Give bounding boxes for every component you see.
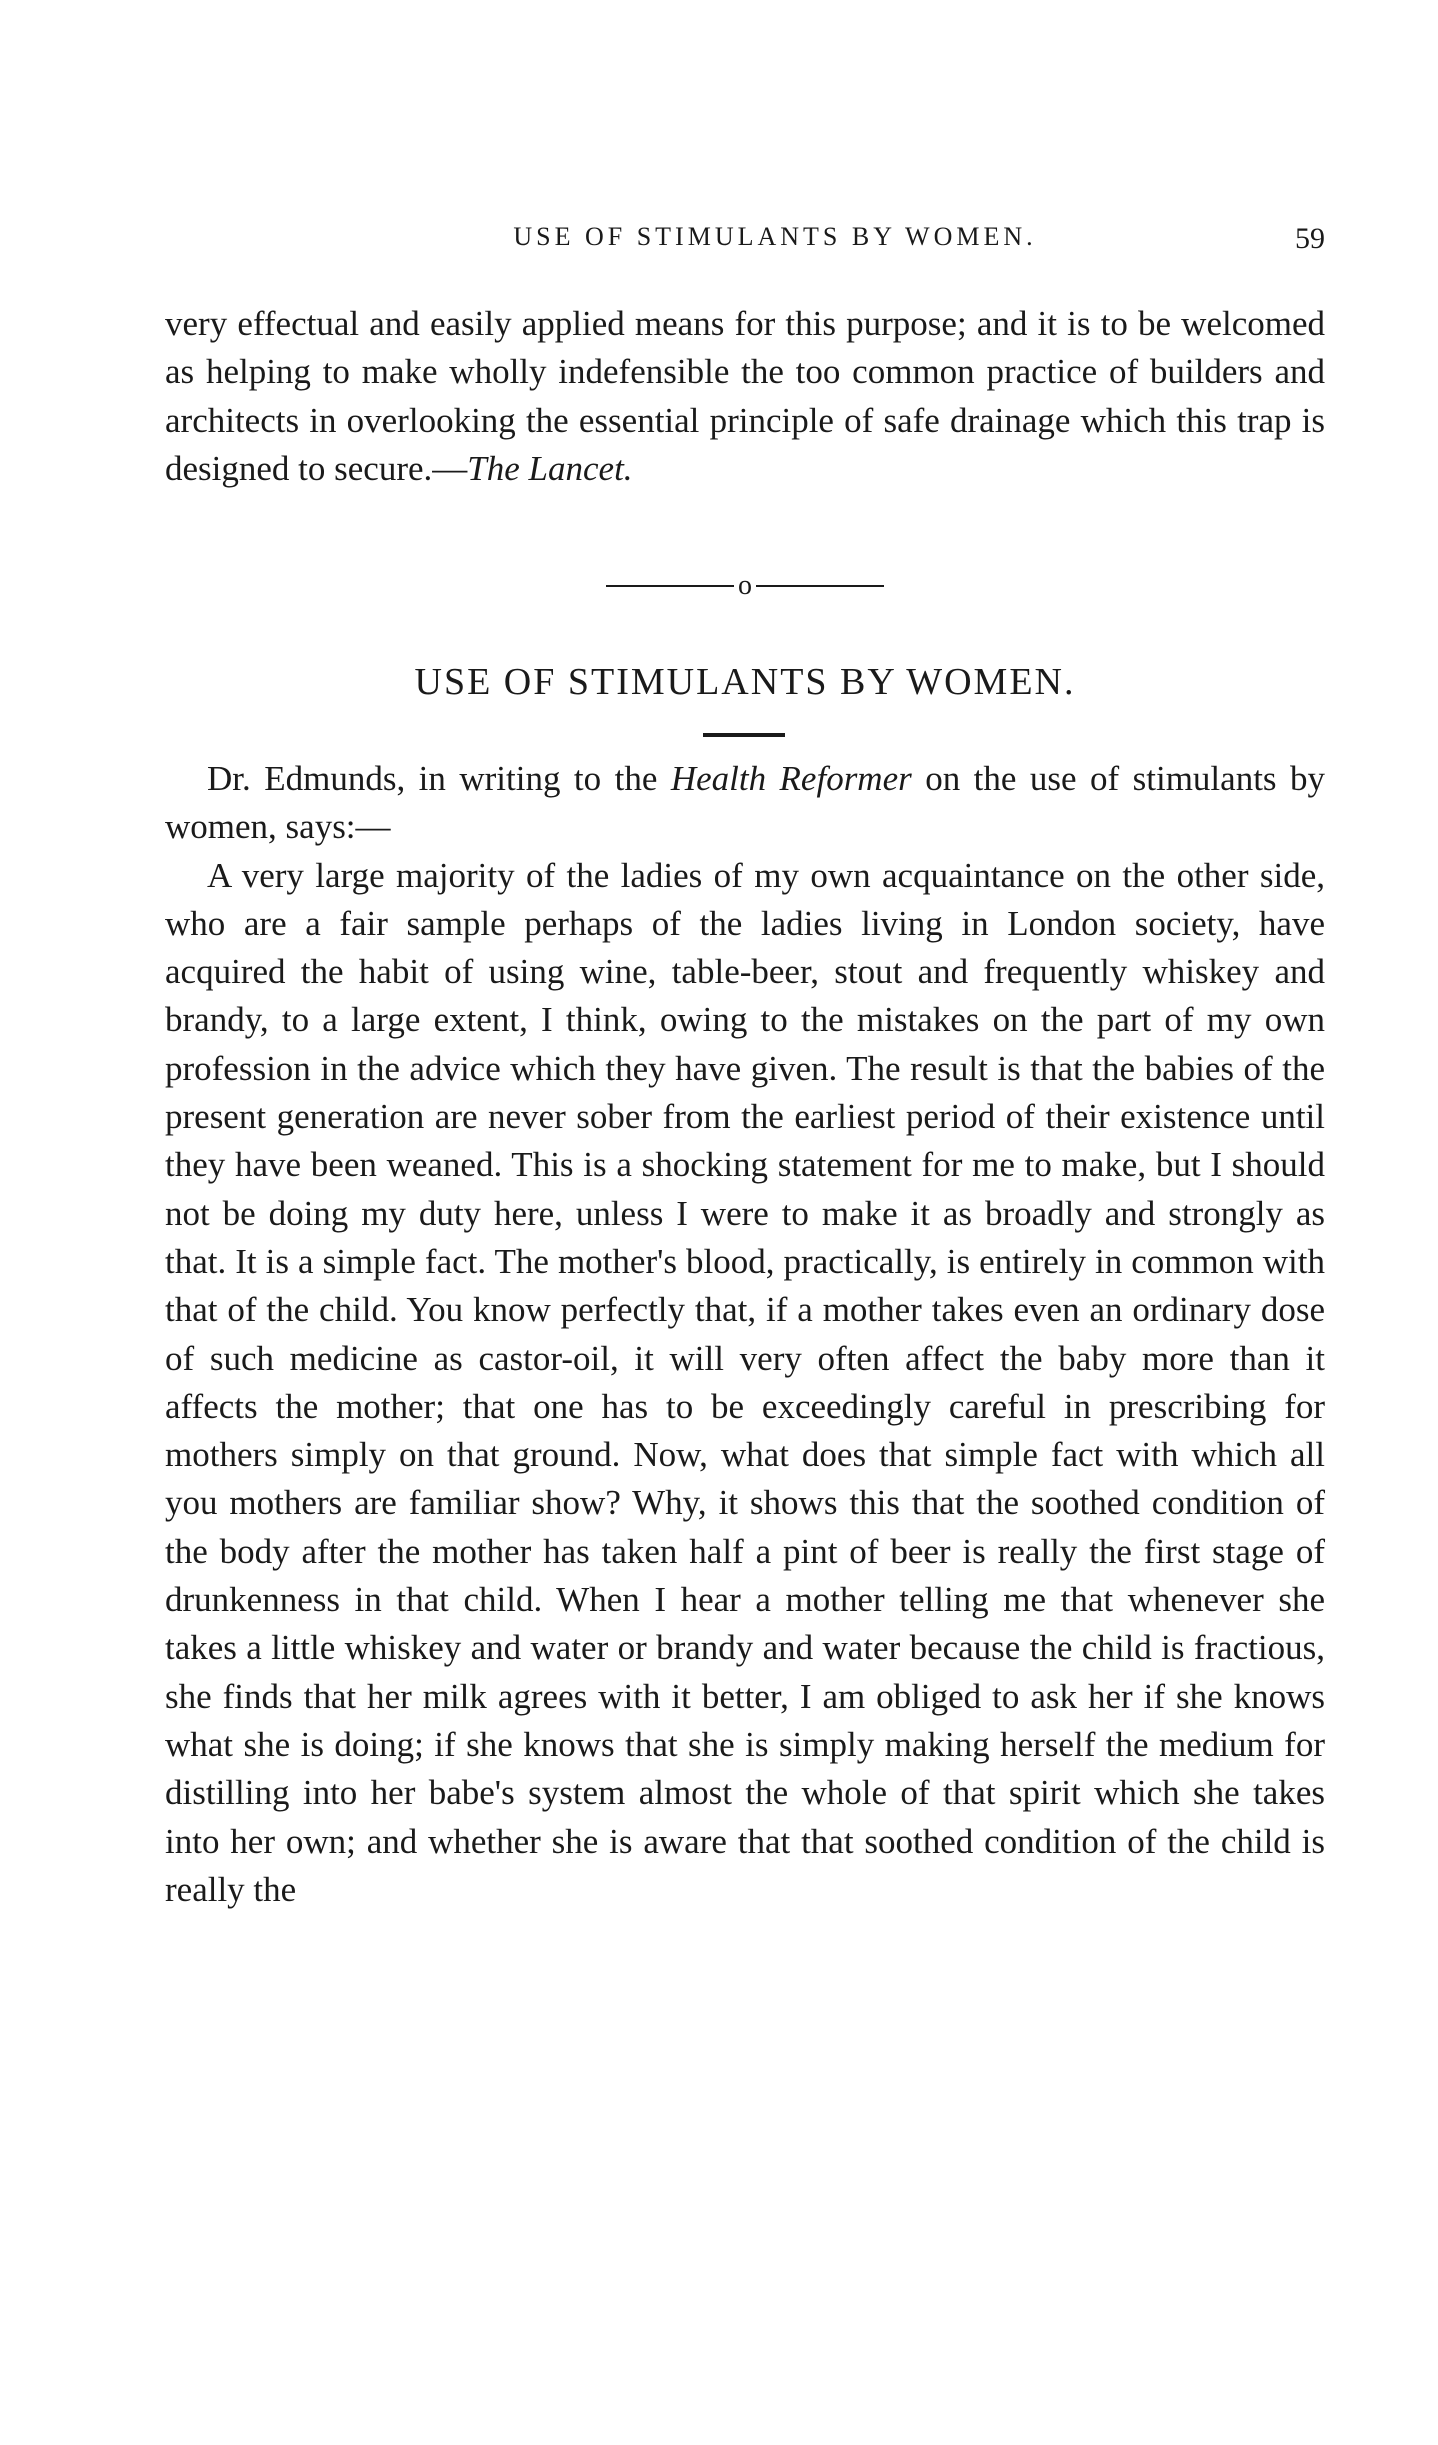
article-title: USE OF STIMULANTS BY WOMEN. [414, 661, 1076, 703]
section-divider-ornament [165, 568, 1325, 602]
intro-paragraph [165, 755, 1325, 852]
page-number: 59 [1295, 222, 1325, 255]
divider-circle: o [738, 569, 752, 601]
intro-text-after: on the use of stimulants by women, says:— [165, 759, 1325, 847]
intro-text-before: Dr. Edmunds, in writing to the [207, 759, 671, 798]
title-underline-rule [703, 733, 785, 737]
running-head [165, 222, 1325, 262]
source-citation: The Lancet. [467, 448, 633, 488]
running-title: USE OF STIMULANTS BY WOMEN. [513, 222, 1037, 251]
continuation-text: very effectual and easily applied means for this purpose; and it is to be welcomed as helping to make wholly indefensible the too common practice of builders and architects in overlooking the essential principle of safe drainage which this trap is designed to secure.— [165, 304, 1325, 488]
journal-name: Health Reformer [670, 759, 912, 798]
continuation-paragraph [165, 300, 1325, 493]
body-paragraph: A very large majority of the ladies of my own acquaintance on the other side, who are a fair sample perhaps of the ladies living in London society, have acquired the habit of using wine, table-beer, stout and frequently whiskey and brandy, to a large extent, I think, owing to the mistakes on the part of my own profession in the advice which they have given. The result is that the babies of the present generation are never sober from the earliest period of their existence until they have been weaned. This is a shocking statement for me to make, but I should not be doing my duty here, unless I were to make it as broadly and strongly as that. It is a simple fact. The mother's blood, practically, is entirely in common with that of the child. You know perfectly that, if a mother takes even an ordinary dose of such medicine as castor-oil, it will very often affect the baby more than it affects the mother; that one has to be exceedingly careful in prescribing for mothers simply on that ground. Now, what does that simple fact with which all you mothers are familiar show? Why, it shows this that the soothed condition of the body after the mother has taken half a pint of beer is really the first stage of drunkenness in that child. When I hear a mother telling me that whenever she takes a little whiskey and water or brandy and water because the child is fractious, she finds that her milk agrees with it better, I am obliged to ask her if she knows what she is doing; if she knows that she is simply making herself the medium for distilling into her babe's system almost the whole of that spirit which she takes into her own; and whether she is aware that that soothed condition of the child is really the [165, 855, 1325, 1909]
divider-rule-right [756, 585, 884, 587]
article-body [165, 755, 1325, 1914]
divider-rule-left [606, 585, 734, 587]
